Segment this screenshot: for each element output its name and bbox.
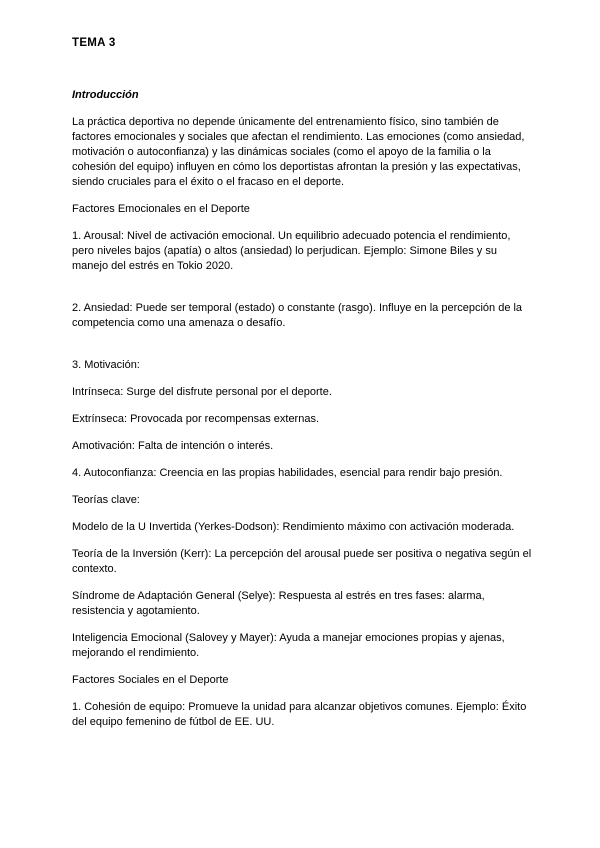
section-subtitle: Introducción: [72, 89, 139, 101]
arousal-paragraph: 1. Arousal: Nivel de activación emocional. Un equilibrio adecuado potencia el rendimiento, pero niveles bajos (apatía) o altos (ansiedad) lo perjudican. Ejemplo: Simone Biles y su manejo del estrés en Tokio 2020.: [72, 230, 511, 272]
team-cohesion-paragraph: 1. Cohesión de equipo: Promueve la unidad para alcanzar objetivos comunes. Ejemplo: Éxito del equipo femenino de fútbol de EE. UU.: [72, 701, 527, 728]
social-factors-heading: Factores Sociales en el Deporte: [72, 674, 229, 686]
self-confidence-paragraph: 4. Autoconfianza: Creencia en las propias habilidades, esencial para rendir bajo presión.: [72, 467, 503, 479]
extrinsic-paragraph: Extrínseca: Provocada por recompensas externas.: [72, 413, 320, 425]
gas-syndrome-paragraph: Síndrome de Adaptación General (Selye): Respuesta al estrés en tres fases: alarma, resistencia y agotamiento.: [72, 590, 485, 617]
emotional-intelligence-paragraph: Inteligencia Emocional (Salovey y Mayer): Ayuda a manejar emociones propias y ajenas, mejorando el rendimiento.: [72, 632, 505, 659]
anxiety-paragraph: 2. Ansiedad: Puede ser temporal (estado) o constante (rasgo). Influye en la percepción de la competencia como una amenaza o desafío.: [72, 302, 523, 329]
inverted-u-paragraph: Modelo de la U Invertida (Yerkes-Dodson): Rendimiento máximo con activación moderada.: [72, 521, 515, 533]
amotivation-paragraph: Amotivación: Falta de intención o interés.: [72, 440, 274, 452]
intro-paragraph: La práctica deportiva no depende únicamente del entrenamiento físico, sino también de factores emocionales y sociales que afectan el rendimiento. Las emociones (como ansiedad, motivación o autoconfianza) y las dinámicas sociales (como el apoyo de la familia o la cohesión del equipo) influyen en cómo los deportistas afrontan la presión y las expectativas, siendo cruciales para el éxito o el fracaso en el deporte.: [72, 116, 525, 188]
key-theories-heading: Teorías clave:: [72, 494, 140, 506]
page-title: TEMA 3: [72, 37, 116, 49]
emotional-factors-heading: Factores Emocionales en el Deporte: [72, 203, 250, 215]
document-body: [72, 36, 532, 730]
intrinsic-paragraph: Intrínseca: Surge del disfrute personal por el deporte.: [72, 386, 332, 398]
motivation-heading: 3. Motivación:: [72, 359, 140, 371]
reversal-theory-paragraph: Teoría de la Inversión (Kerr): La percepción del arousal puede ser positiva o negativa según el contexto.: [72, 548, 532, 575]
